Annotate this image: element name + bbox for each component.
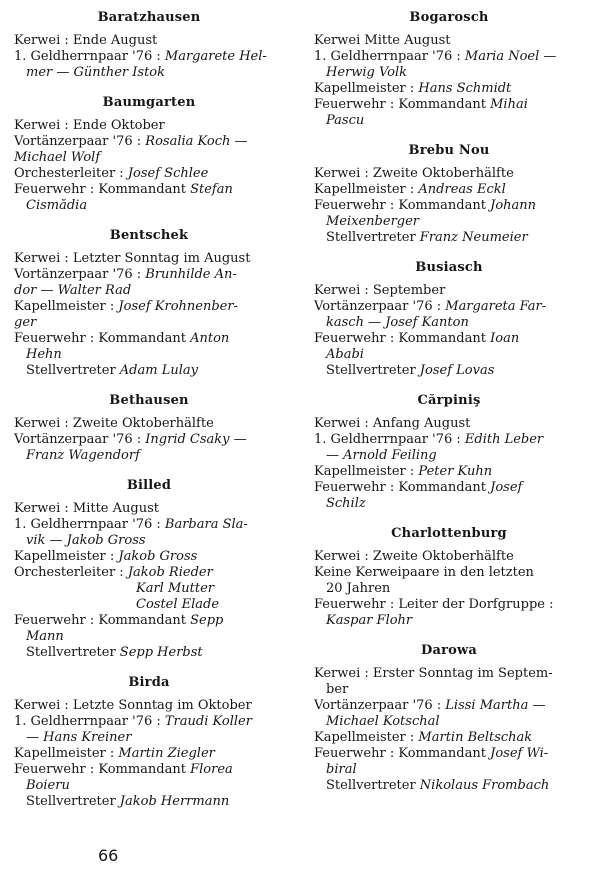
entry-line [14, 267, 284, 282]
entry-line [14, 730, 284, 745]
name-text: Jakob Rieder [127, 565, 213, 580]
name-text: Martin Ziegler [118, 746, 215, 761]
entry-bogarosch [314, 10, 584, 128]
label-text: Feuerwehr : Kommandant [14, 182, 191, 197]
label-text: Kerwei : Mitte August [14, 501, 159, 516]
name-text: Rosalia Koch — [145, 134, 248, 149]
name-text: Schilz [326, 496, 366, 511]
name-text: biral [326, 762, 357, 777]
place-heading: Birda [128, 675, 170, 690]
name-text: Ababi [326, 347, 364, 362]
name-text: dor — Walter Rad [14, 283, 132, 298]
entry-line [314, 448, 584, 463]
entry-charlottenburg [314, 526, 584, 628]
label-text: Stellvertreter [326, 363, 420, 378]
entry-line [314, 97, 584, 112]
entry-line [314, 778, 584, 793]
entry-line [314, 416, 584, 431]
label-text: Feuerwehr : Kommandant [314, 198, 491, 213]
entry-line [314, 496, 584, 511]
label-text: Keine Kerweipaare in den letzten [314, 565, 534, 580]
entry-line [14, 581, 284, 596]
label-text: 20 Jahren [326, 581, 391, 596]
name-text: Josef Schlee [127, 166, 209, 181]
entry-line [14, 565, 284, 580]
label-text: Feuerwehr : Kommandant [314, 746, 491, 761]
name-text: Karl Mutter [136, 581, 215, 596]
label-text: Vortänzerpaar '76 : [314, 299, 446, 314]
label-text: Feuerwehr : Kommandant [14, 331, 191, 346]
entry-busiasch [314, 260, 584, 378]
label-text: Feuerwehr : Kommandant [14, 613, 191, 628]
label-text: 1. Geldherrnpaar '76 : [14, 517, 165, 532]
label-text: Kerwei : Letzte Sonntag im Oktober [14, 698, 252, 713]
entry-line [14, 182, 284, 197]
label-text: Kerwei : Letzter Sonntag im August [14, 251, 251, 266]
name-text: Edith Leber [464, 432, 544, 447]
label-text: 1. Geldherrnpaar '76 : [14, 714, 165, 729]
entry-line [314, 597, 584, 612]
entry-line [14, 432, 284, 447]
entry-line [314, 198, 584, 213]
label-text: Orchesterleiter : [14, 166, 128, 181]
entry-birda [14, 675, 284, 809]
name-text: Martin Beltschak [418, 730, 533, 745]
entry-line [14, 613, 284, 628]
place-heading: Baratzhausen [97, 10, 201, 25]
label-text: Feuerwehr : Leiter der Dorfgruppe : [314, 597, 554, 612]
name-text: Nikolaus Frombach [419, 778, 550, 793]
place-heading: Charlottenburg [391, 526, 507, 541]
label-text: Vortänzerpaar '76 : [14, 432, 146, 447]
entry-bentschek [14, 228, 284, 378]
entry-line [314, 299, 584, 314]
name-text: Ioan [490, 331, 520, 346]
entry-line [14, 698, 284, 713]
label-text: Kapellmeister : [14, 746, 119, 761]
entry-line [314, 33, 584, 48]
entry-line [14, 118, 284, 133]
entry-baumgarten [14, 95, 284, 213]
label-text: Stellvertreter [326, 778, 420, 793]
name-text: Hans Schmidt [418, 81, 512, 96]
entry-line [314, 464, 584, 479]
entry-line [314, 714, 584, 729]
entry-line [14, 331, 284, 346]
label-text: Stellvertreter [26, 645, 120, 660]
entry-line [14, 251, 284, 266]
label-text: Kapellmeister : [314, 464, 419, 479]
entry-line [314, 65, 584, 80]
name-text: Traudi Koller [164, 714, 252, 729]
entry-line [314, 214, 584, 229]
label-text: Kerwei : Zweite Oktoberhälfte [314, 166, 514, 181]
label-text: Vortänzerpaar '76 : [14, 134, 146, 149]
entry-line [314, 581, 584, 596]
entry-line [14, 416, 284, 431]
name-text: Herwig Volk [326, 65, 408, 80]
entry-line [14, 65, 284, 80]
name-text: — Arnold Feiling [326, 448, 437, 463]
label-text: Vortänzerpaar '76 : [314, 698, 446, 713]
label-text: 1. Geldherrnpaar '76 : [314, 432, 465, 447]
label-text: Kapellmeister : [14, 549, 119, 564]
name-text: Franz Wagendorf [26, 448, 140, 463]
label-text: Vortänzerpaar '76 : [14, 267, 146, 282]
name-text: Costel Elade [136, 597, 220, 612]
entry-line [314, 347, 584, 362]
right-column [314, 10, 584, 808]
place-heading: Billed [126, 478, 172, 493]
entry-line [14, 33, 284, 48]
name-text: Jakob Herrmann [119, 794, 230, 809]
label-text: Kapellmeister : [14, 299, 119, 314]
name-text: Maria Noel — [464, 49, 557, 64]
entry-line [314, 315, 584, 330]
label-text: Orchesterleiter : [14, 565, 128, 580]
name-text: Boieru [26, 778, 70, 793]
entry-line [14, 517, 284, 532]
left-column [14, 10, 284, 824]
entry-line [14, 629, 284, 644]
label-text: Kerwei : Zweite Oktoberhälfte [14, 416, 214, 431]
name-text: Jakob Gross [118, 549, 198, 564]
label-text: Kerwei : Ende Oktober [14, 118, 165, 133]
entry-line [314, 730, 584, 745]
entry-line [314, 230, 584, 245]
name-text: ger [14, 315, 37, 330]
name-text: Josef [490, 480, 523, 495]
name-text: mer — Günther Istok [26, 65, 166, 80]
name-text: Sepp Herbst [119, 645, 203, 660]
name-text: Pascu [326, 113, 365, 128]
entry-line [314, 49, 584, 64]
entry-line [14, 794, 284, 809]
name-text: Margarete Hel- [164, 49, 267, 64]
entry-line [14, 299, 284, 314]
name-text: Andreas Eckl [418, 182, 506, 197]
name-text: Ingrid Csaky — [145, 432, 247, 447]
label-text: 1. Geldherrnpaar '76 : [14, 49, 165, 64]
entry-line [314, 81, 584, 96]
entry-line [14, 49, 284, 64]
label-text: Stellvertreter [26, 794, 120, 809]
entry-line [14, 778, 284, 793]
label-text: Kerwei Mitte August [314, 33, 451, 48]
entry-line [314, 666, 584, 681]
entry-line [14, 363, 284, 378]
entry-line [14, 347, 284, 362]
name-text: Lissi Martha — [445, 698, 546, 713]
name-text: Sepp [190, 613, 224, 628]
place-heading: Bogarosch [409, 10, 489, 25]
entry-line [14, 448, 284, 463]
place-heading: Darowa [420, 643, 478, 658]
place-heading: Busiasch [415, 260, 483, 275]
entry-line [314, 166, 584, 181]
name-text: Florea [190, 762, 233, 777]
entry-line [14, 198, 284, 213]
name-text: Cismădia [26, 198, 88, 213]
label-text: Kerwei : Anfang August [314, 416, 471, 431]
entry-darowa [314, 643, 584, 793]
name-text: Peter Kuhn [418, 464, 493, 479]
entry-line [314, 682, 584, 697]
name-text: Michael Kotschal [326, 714, 440, 729]
name-text: Kaspar Flohr [326, 613, 413, 628]
entry-billed [14, 478, 284, 660]
entry-line [14, 283, 284, 298]
entry-line [14, 645, 284, 660]
entry-line [314, 746, 584, 761]
entry-brebu-nou [314, 143, 584, 245]
name-text: Meixenberger [326, 214, 420, 229]
place-heading: Cărpiniş [417, 393, 481, 408]
label-text: Feuerwehr : Kommandant [314, 331, 491, 346]
page-number: 66 [98, 846, 119, 865]
entry-line [14, 533, 284, 548]
name-text: Franz Neumeier [419, 230, 528, 245]
name-text: Mihai [490, 97, 528, 112]
label-text: ber [326, 682, 349, 697]
name-text: kasch — Josef Kanton [326, 315, 469, 330]
entry-line [14, 597, 284, 612]
label-text: Stellvertreter [326, 230, 420, 245]
label-text: Kapellmeister : [314, 182, 419, 197]
entry-line [14, 746, 284, 761]
entry-line [14, 150, 284, 165]
place-heading: Baumgarten [102, 95, 196, 110]
entry-line [314, 549, 584, 564]
place-heading: Bentschek [109, 228, 189, 243]
entry-line [14, 166, 284, 181]
name-text: Barbara Sla- [164, 517, 248, 532]
entry-line [14, 714, 284, 729]
entry-line [314, 331, 584, 346]
place-heading: Brebu Nou [408, 143, 490, 158]
entry-line [314, 182, 584, 197]
name-text: Adam Lulay [119, 363, 198, 378]
entry-line [314, 613, 584, 628]
place-heading: Bethausen [109, 393, 189, 408]
entry-line [14, 762, 284, 777]
label-text: Kerwei : Ende August [14, 33, 158, 48]
name-text: Michael Wolf [14, 150, 101, 165]
label-text: Kerwei : Zweite Oktoberhälfte [314, 549, 514, 564]
name-text: Hehn [26, 347, 62, 362]
name-text: Mann [26, 629, 64, 644]
entry-line [14, 315, 284, 330]
entry-line [314, 363, 584, 378]
name-text: Stefan [190, 182, 233, 197]
name-text: Josef Wi- [490, 746, 549, 761]
entry-line [14, 134, 284, 149]
label-text: Kapellmeister : [314, 730, 419, 745]
label-text: Feuerwehr : Kommandant [314, 97, 491, 112]
name-text: Josef Lovas [419, 363, 495, 378]
label-text: Kapellmeister : [314, 81, 419, 96]
entry-line [314, 698, 584, 713]
name-text: — Hans Kreiner [26, 730, 132, 745]
name-text: Johann [490, 198, 537, 213]
name-text: Anton [190, 331, 230, 346]
name-text: Brunhilde An- [145, 267, 237, 282]
entry-line [314, 113, 584, 128]
entry-line [314, 283, 584, 298]
entry-carpinis [314, 393, 584, 511]
label-text: Kerwei : Erster Sonntag im Septem- [314, 666, 553, 681]
label-text: Feuerwehr : Kommandant [314, 480, 491, 495]
entry-line [314, 762, 584, 777]
label-text: Stellvertreter [26, 363, 120, 378]
entry-bethausen [14, 393, 284, 463]
entry-line [14, 549, 284, 564]
name-text: vik — Jakob Gross [26, 533, 146, 548]
entry-baratzhausen [14, 10, 284, 80]
label-text: Kerwei : September [314, 283, 446, 298]
name-text: Margareta Far- [445, 299, 547, 314]
entry-line [314, 432, 584, 447]
label-text: Feuerwehr : Kommandant [14, 762, 191, 777]
label-text: 1. Geldherrnpaar '76 : [314, 49, 465, 64]
name-text: Josef Krohnenber- [118, 299, 238, 314]
entry-line [314, 480, 584, 495]
entry-line [14, 501, 284, 516]
entry-line [314, 565, 584, 580]
